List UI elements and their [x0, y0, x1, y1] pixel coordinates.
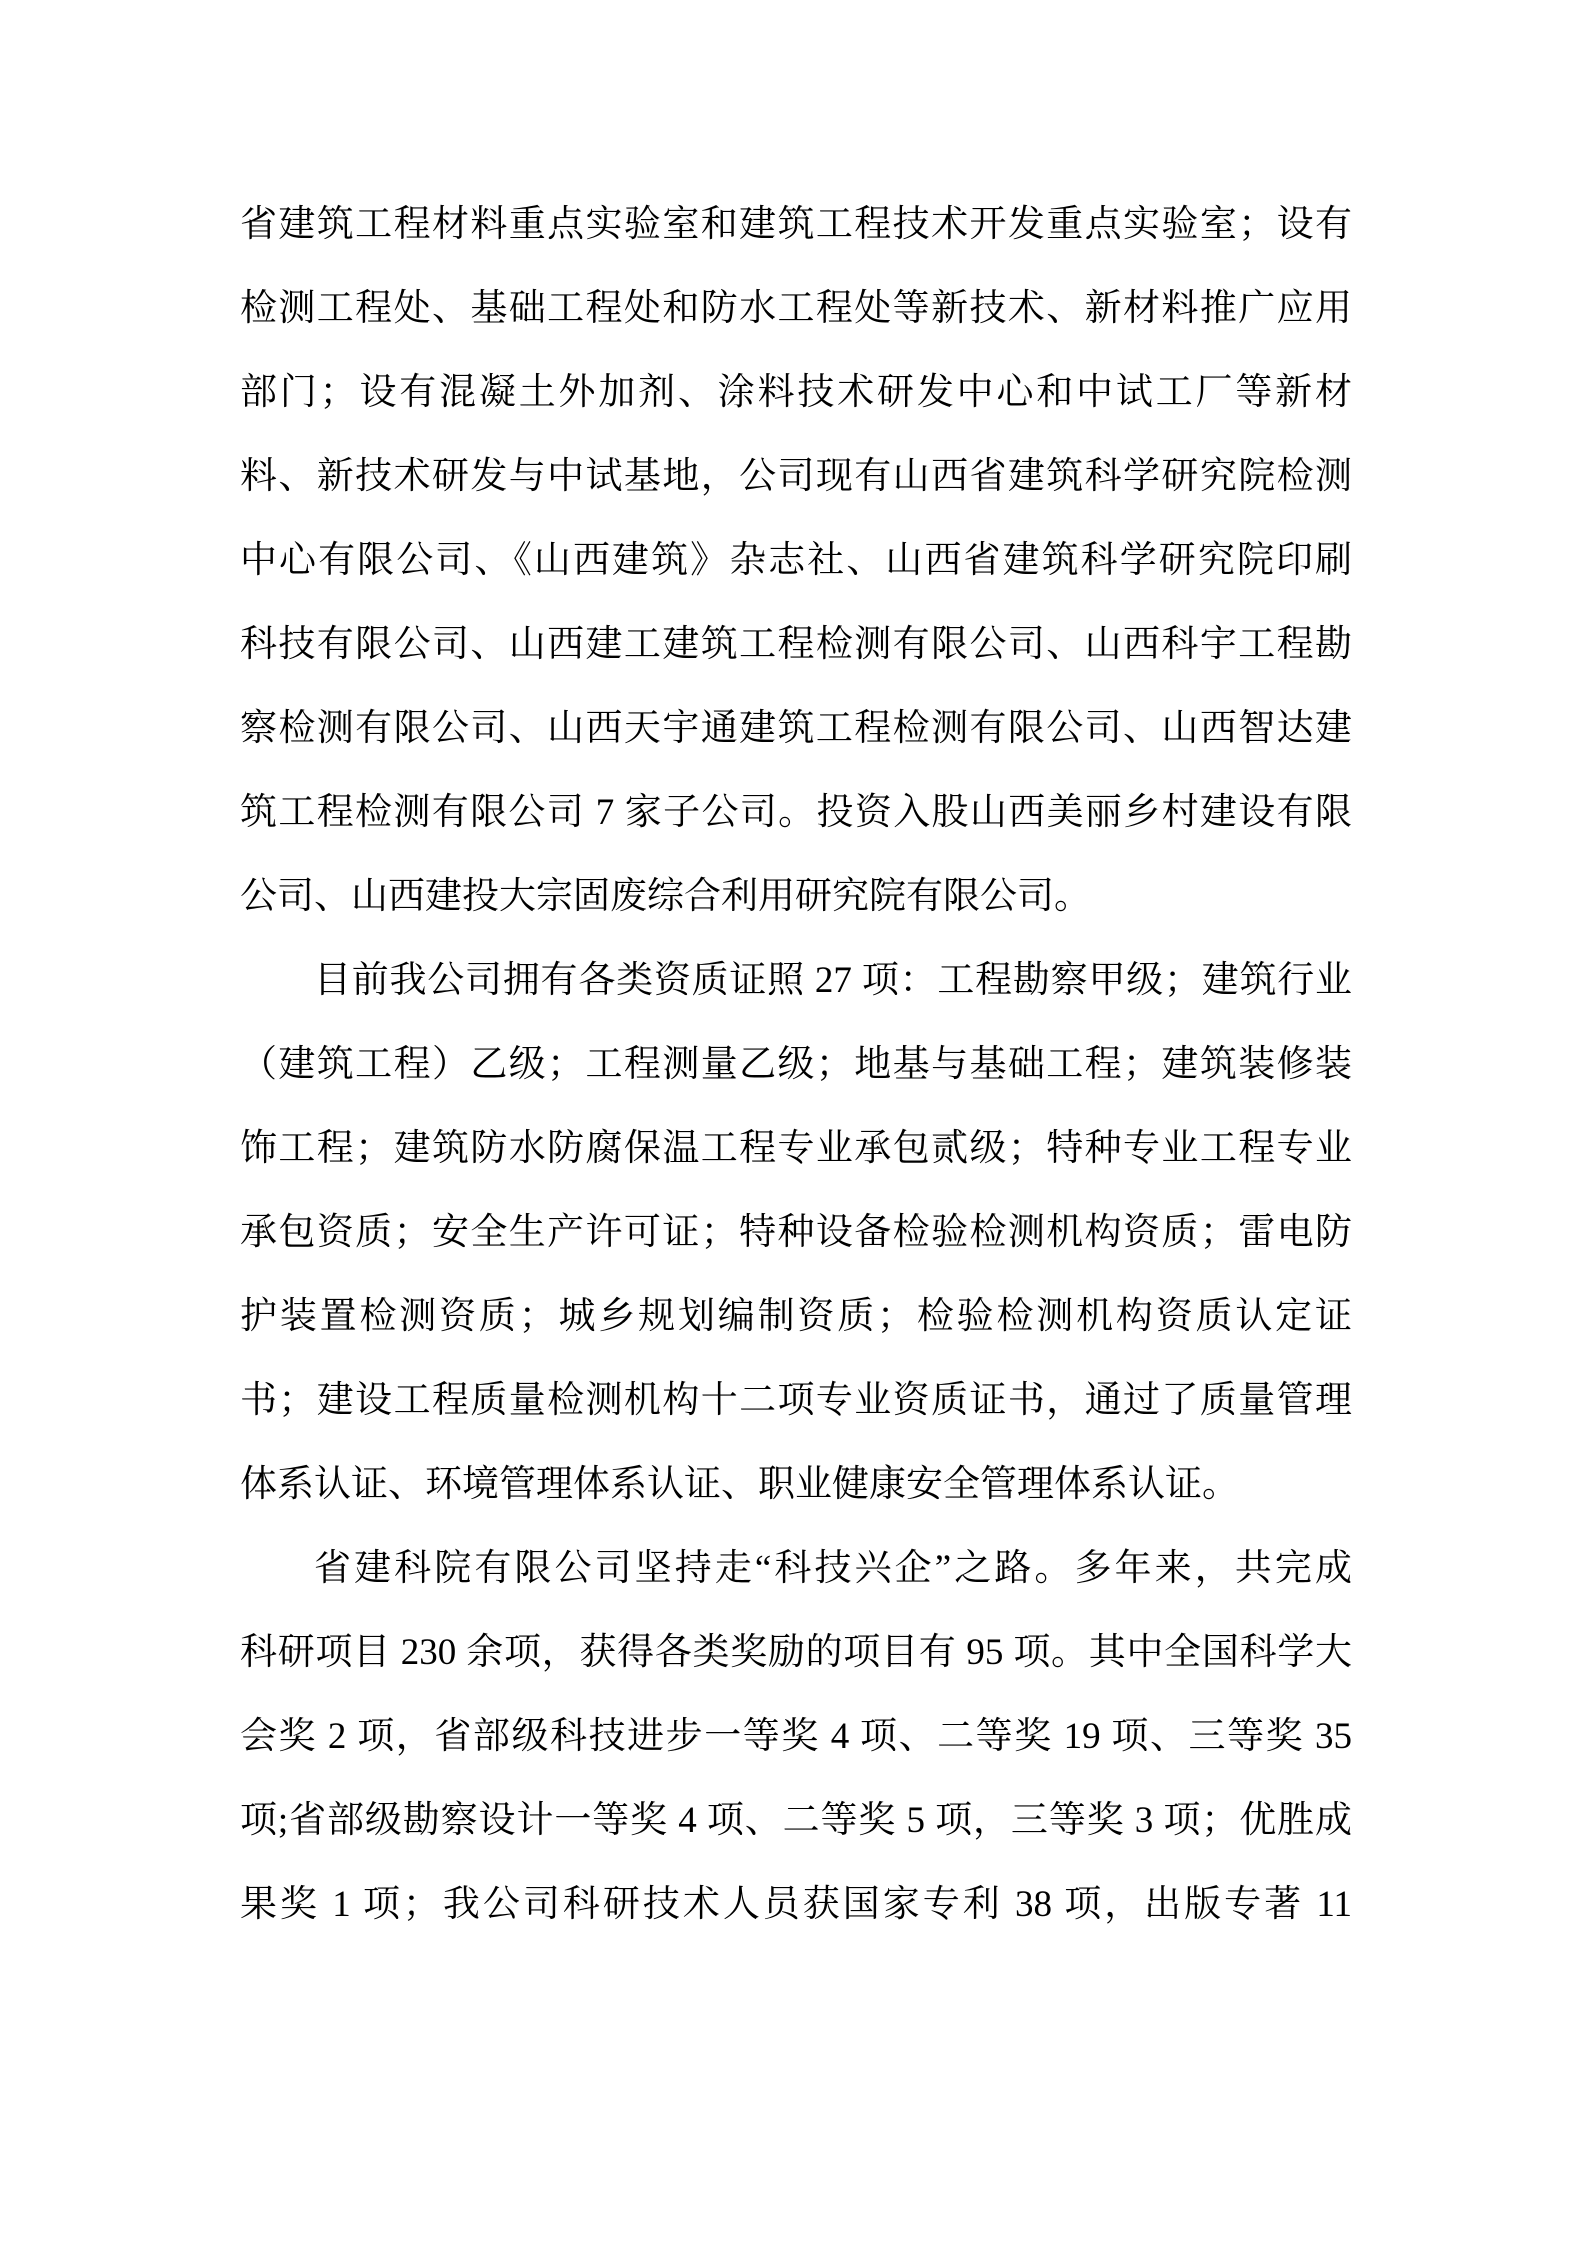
text-line: 目前我公司拥有各类资质证照 27 项：工程勘察甲级；建筑行业 — [314, 960, 1352, 1001]
text-line: 项;省部级勘察设计一等奖 4 项、二等奖 5 项，三等奖 3 项；优胜成 — [240, 1800, 1352, 1841]
text-line: 省建筑工程材料重点实验室和建筑工程技术开发重点实验室；设有 — [240, 204, 1352, 245]
text-line: 护装置检测资质；城乡规划编制资质；检验检测机构资质认定证 — [240, 1296, 1352, 1337]
text-line: （建筑工程）乙级；工程测量乙级；地基与基础工程；建筑装修装 — [240, 1044, 1352, 1085]
text-line: 部门；设有混凝土外加剂、涂料技术研发中心和中试工厂等新材 — [240, 372, 1352, 413]
text-line: 料、新技术研发与中试基地，公司现有山西省建筑科学研究院检测 — [240, 456, 1352, 497]
text-line: 科研项目 230 余项，获得各类奖励的项目有 95 项。其中全国科学大 — [240, 1632, 1352, 1673]
text-line: 筑工程检测有限公司 7 家子公司。投资入股山西美丽乡村建设有限 — [240, 792, 1352, 833]
text-line: 科技有限公司、山西建工建筑工程检测有限公司、山西科宇工程勘 — [240, 624, 1352, 665]
text-line: 果奖 1 项；我公司科研技术人员获国家专利 38 项，出版专著 11 — [240, 1884, 1352, 1925]
text-line: 书；建设工程质量检测机构十二项专业资质证书，通过了质量管理 — [240, 1380, 1352, 1421]
text-line: 会奖 2 项，省部级科技进步一等奖 4 项、二等奖 19 项、三等奖 35 — [240, 1716, 1352, 1757]
text-line: 检测工程处、基础工程处和防水工程处等新技术、新材料推广应用 — [240, 288, 1352, 329]
text-line: 省建科院有限公司坚持走“科技兴企”之路。多年来，共完成 — [314, 1548, 1352, 1589]
text-line: 中心有限公司、《山西建筑》杂志社、山西省建筑科学研究院印刷 — [240, 540, 1352, 581]
text-line: 承包资质；安全生产许可证；特种设备检验检测机构资质；雷电防 — [240, 1212, 1352, 1253]
text-line: 公司、山西建投大宗固废综合利用研究院有限公司。 — [240, 876, 1091, 917]
text-line: 察检测有限公司、山西天宇通建筑工程检测有限公司、山西智达建 — [240, 708, 1352, 749]
text-line: 体系认证、环境管理体系认证、职业健康安全管理体系认证。 — [240, 1464, 1239, 1505]
text-line: 饰工程；建筑防水防腐保温工程专业承包贰级；特种专业工程专业 — [240, 1128, 1352, 1169]
document-text-block — [240, 183, 1352, 1947]
